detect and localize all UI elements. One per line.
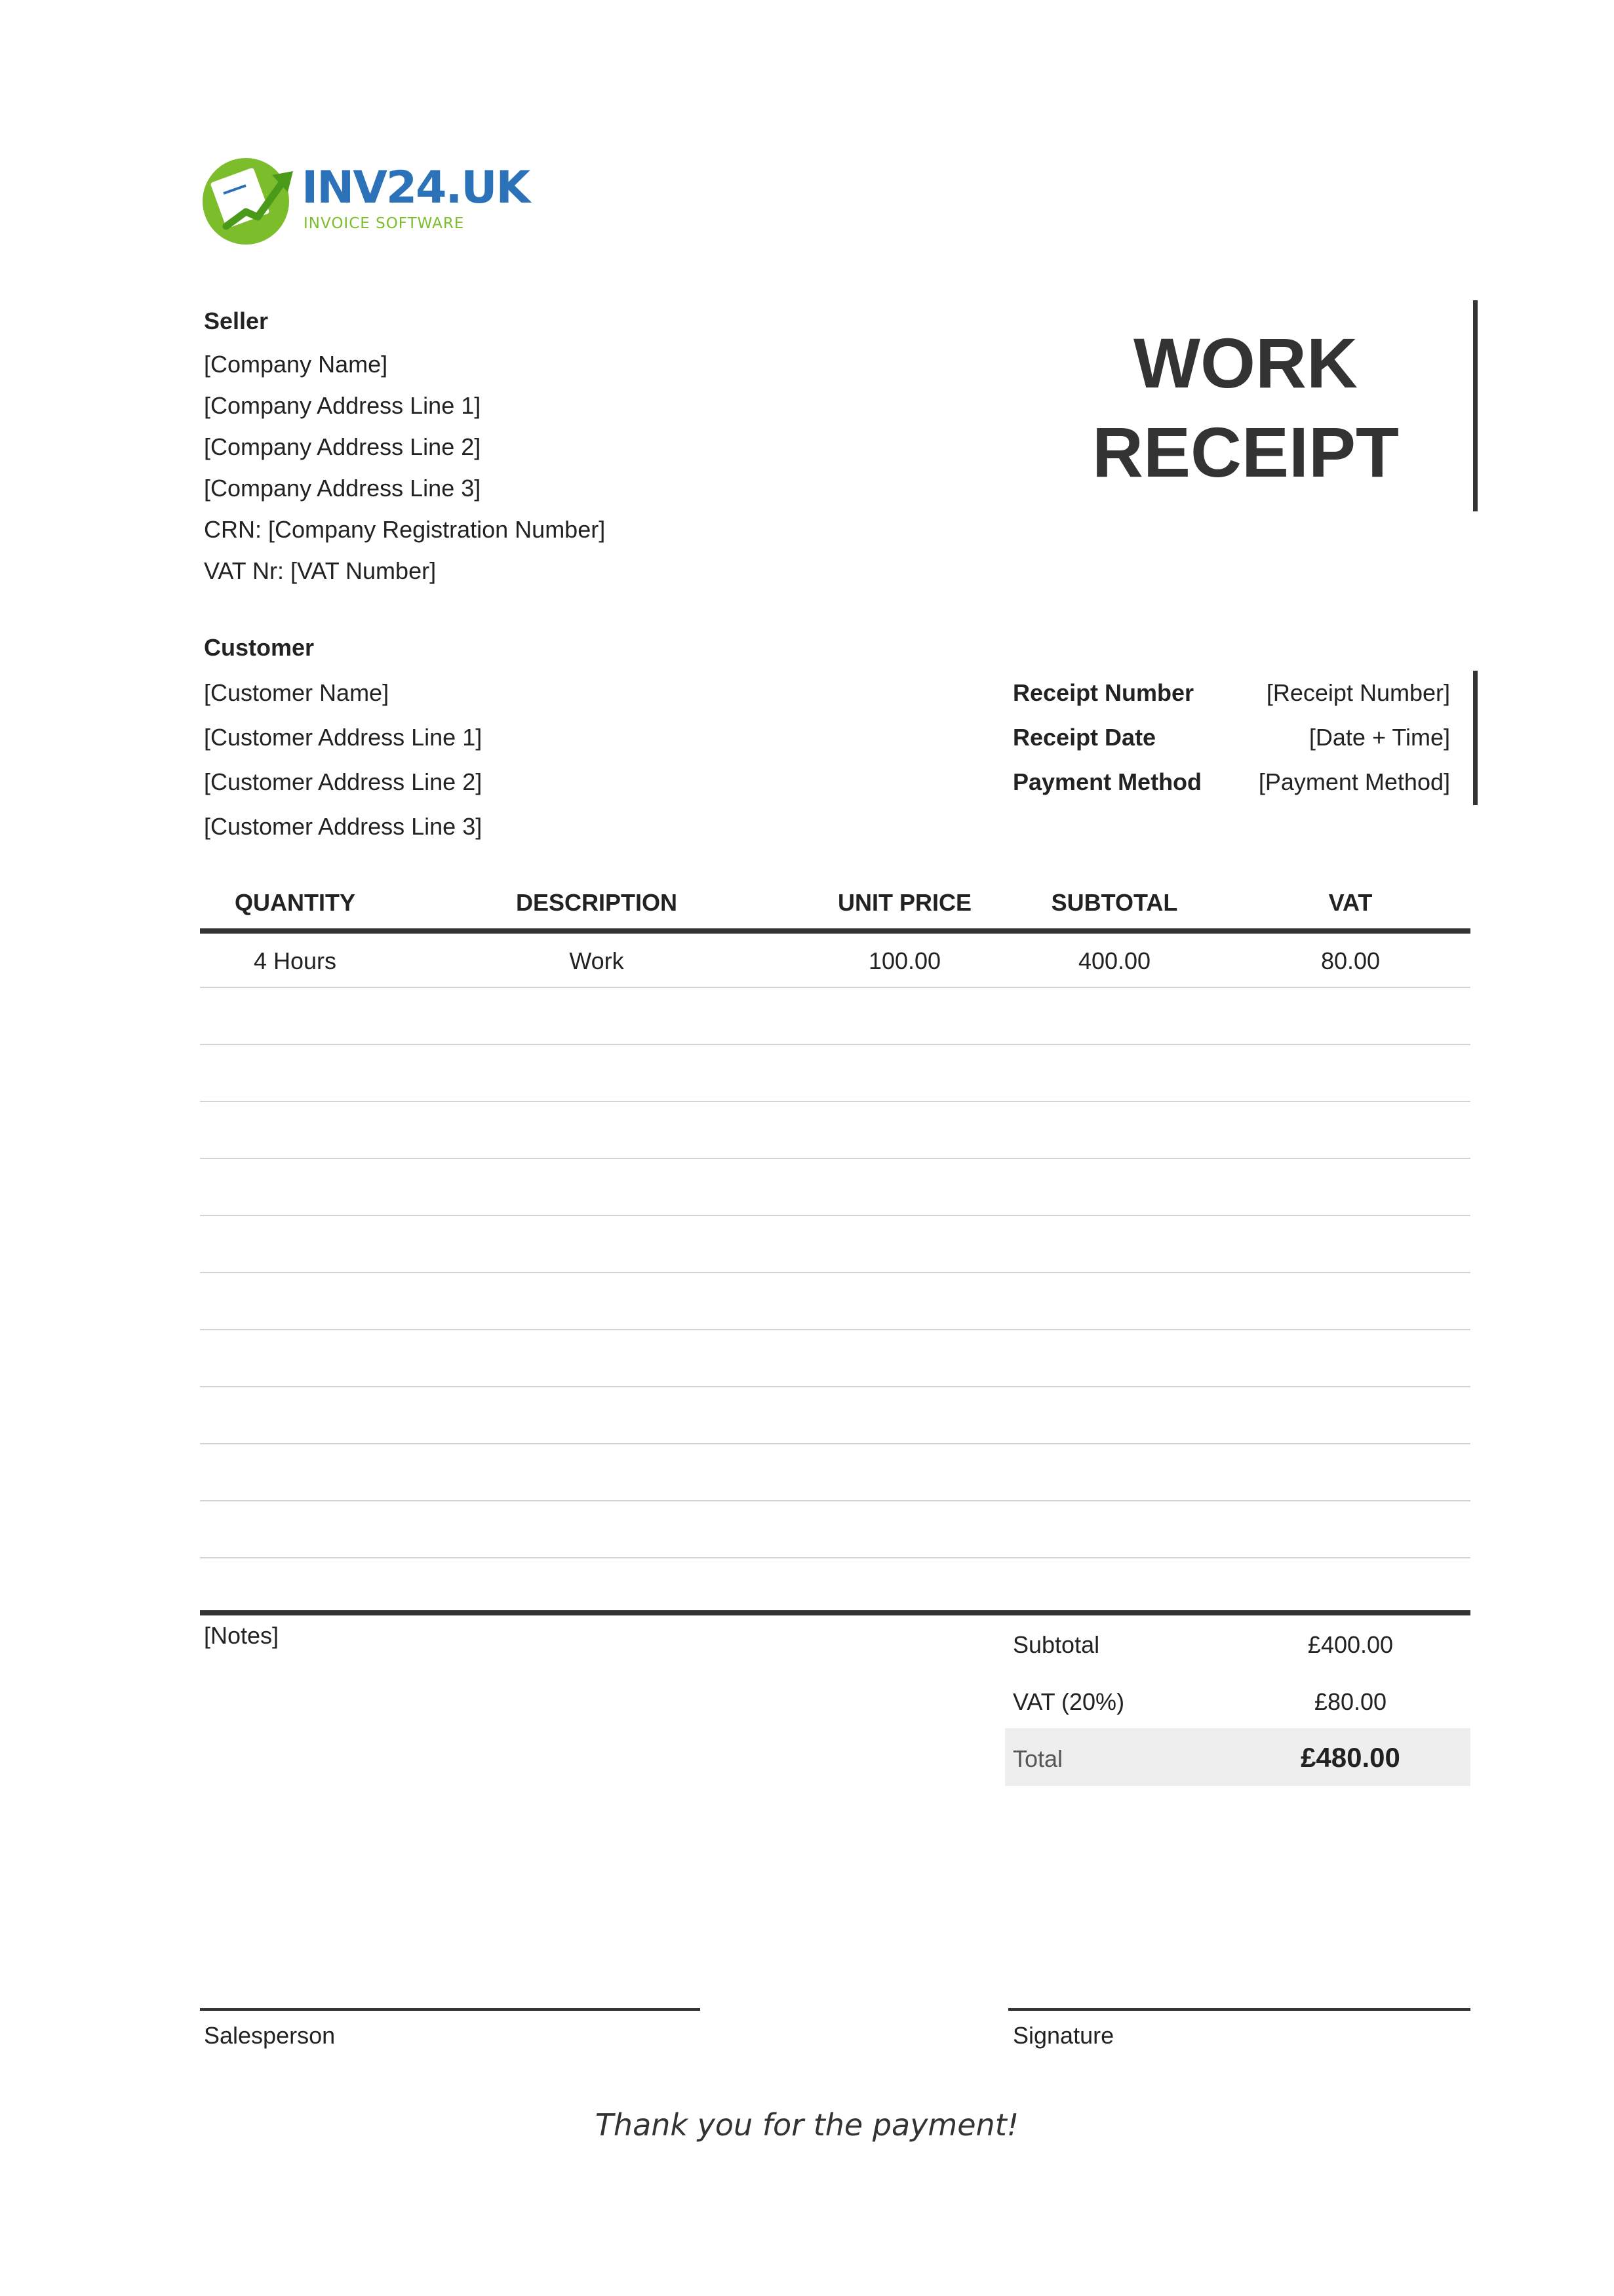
payment-method-label: Payment Method	[1013, 768, 1202, 795]
document-title-line2: RECEIPT	[1092, 412, 1400, 492]
row-divider	[200, 1386, 1470, 1387]
customer-line: [Customer Name]	[204, 679, 389, 706]
info-accent-bar	[1473, 671, 1478, 805]
row-divider	[200, 1557, 1470, 1558]
cell-unit-price: 100.00	[868, 947, 941, 974]
customer-signature-line	[1008, 2008, 1470, 2011]
summary-vat-value: £80.00	[1314, 1688, 1387, 1715]
summary-total-label: Total	[1013, 1745, 1063, 1772]
seller-line: CRN: [Company Registration Number]	[204, 516, 606, 543]
receipt-number-value: [Receipt Number]	[1266, 679, 1450, 706]
seller-line: [Company Address Line 3]	[204, 475, 481, 502]
row-divider	[200, 1101, 1470, 1102]
customer-heading: Customer	[204, 634, 315, 661]
cell-description: Work	[569, 947, 624, 974]
table-footer-rule	[200, 1610, 1470, 1615]
thank-you-message: Thank you for the payment!	[595, 2107, 1019, 2143]
receipt-number-label: Receipt Number	[1013, 679, 1194, 706]
column-header-description: DESCRIPTION	[515, 889, 678, 916]
row-divider	[200, 1158, 1470, 1159]
summary-vat-label: VAT (20%)	[1013, 1688, 1125, 1715]
seller-line: [Company Name]	[204, 351, 388, 378]
column-header-quantity: QUANTITY	[235, 889, 355, 916]
summary-subtotal-label: Subtotal	[1013, 1631, 1100, 1658]
seller-line: [Company Address Line 1]	[204, 392, 481, 419]
row-divider	[200, 1500, 1470, 1501]
logo-name: INV24.UK	[302, 162, 530, 214]
salesperson-label: Salesperson	[204, 2022, 336, 2049]
invoice-chart-logo-icon	[200, 154, 298, 246]
salesperson-signature-line	[200, 2008, 700, 2011]
receipt-date-label: Receipt Date	[1013, 724, 1156, 751]
seller-line: VAT Nr: [VAT Number]	[204, 557, 437, 584]
title-accent-bar	[1473, 300, 1478, 511]
customer-line: [Customer Address Line 1]	[204, 724, 482, 751]
document-title-line1: WORK	[1133, 323, 1358, 403]
cell-quantity: 4 Hours	[253, 947, 337, 974]
seller-heading: Seller	[204, 307, 269, 334]
seller-line: [Company Address Line 2]	[204, 433, 481, 460]
notes: [Notes]	[204, 1622, 279, 1649]
table-header-rule	[200, 928, 1470, 934]
cell-subtotal: 400.00	[1078, 947, 1151, 974]
logo-tagline: INVOICE SOFTWARE	[304, 215, 465, 232]
company-logo	[200, 154, 530, 246]
row-divider	[200, 1215, 1470, 1216]
summary-total-value: £480.00	[1301, 1742, 1400, 1773]
payment-method-value: [Payment Method]	[1258, 768, 1450, 795]
row-divider	[200, 1329, 1470, 1330]
customer-line: [Customer Address Line 2]	[204, 768, 482, 795]
column-header-subtotal: SUBTOTAL	[1051, 889, 1178, 916]
cell-vat: 80.00	[1320, 947, 1381, 974]
column-header-vat: VAT	[1328, 889, 1373, 916]
row-divider	[200, 987, 1470, 988]
summary-subtotal-value: £400.00	[1307, 1631, 1394, 1658]
row-divider	[200, 1044, 1470, 1045]
row-divider	[200, 1272, 1470, 1273]
column-header-unit-price: UNIT PRICE	[837, 889, 972, 916]
row-divider	[200, 1443, 1470, 1444]
signature-label: Signature	[1013, 2022, 1114, 2049]
receipt-date-value: [Date + Time]	[1309, 724, 1450, 751]
customer-line: [Customer Address Line 3]	[204, 813, 482, 840]
